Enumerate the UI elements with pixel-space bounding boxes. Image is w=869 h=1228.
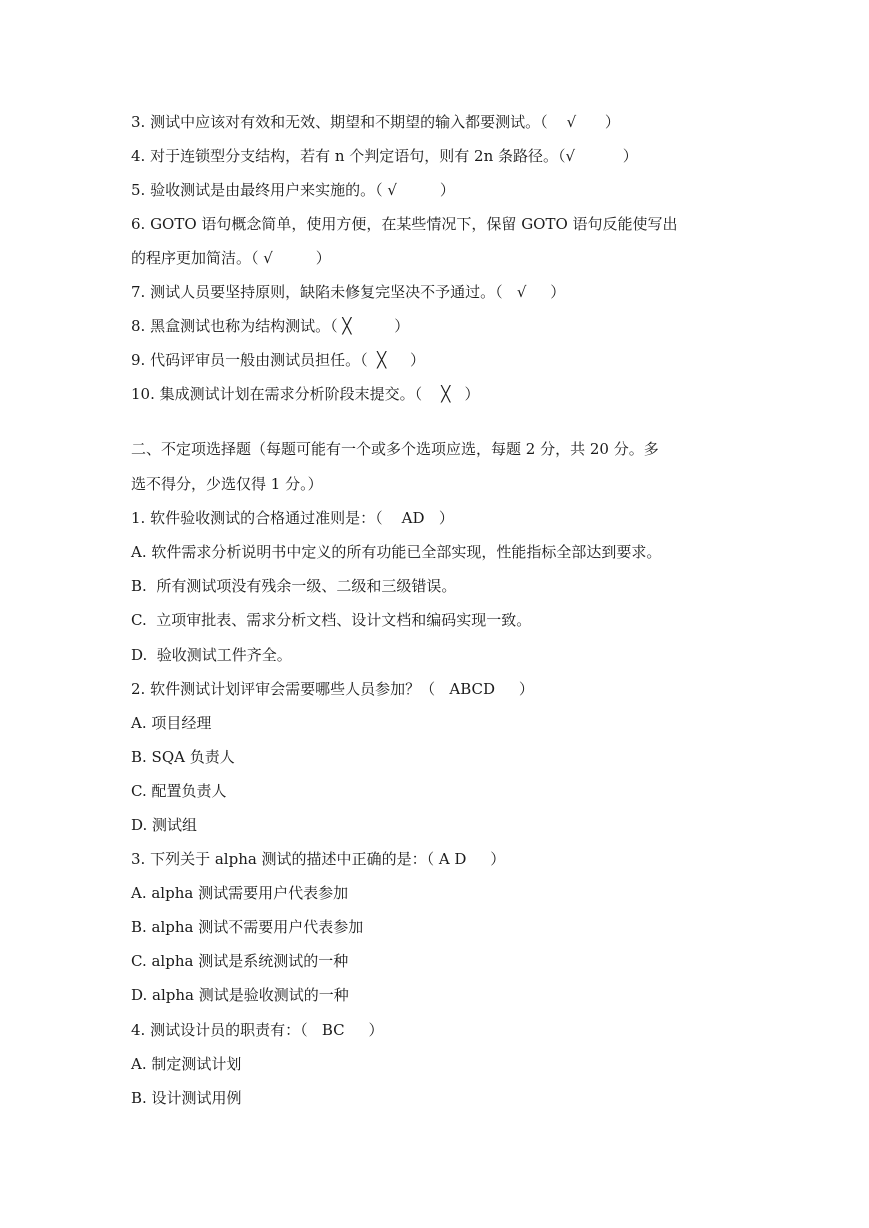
mc-question-3-option-a: A. alpha 测试需要用户代表参加 xyxy=(131,884,349,902)
mc-question-4-option-b: B. 设计测试用例 xyxy=(131,1089,242,1107)
mc-question-4-option-a: A. 制定测试计划 xyxy=(131,1055,242,1073)
tf-question-3: 3. 测试中应该对有效和无效、期望和不期望的输入都要测试。（ √ ） xyxy=(131,113,620,131)
tf-question-6-line-2: 的程序更加简洁。（ √ ） xyxy=(131,249,331,267)
mc-question-3-option-c: C. alpha 测试是系统测试的一种 xyxy=(131,952,349,970)
section-heading-line-2: 选不得分，少选仅得 1 分。） xyxy=(131,475,323,493)
mc-question-1: 1. 软件验收测试的合格通过准则是：（ AD ） xyxy=(131,509,454,527)
mc-question-1-option-b: B. 所有测试项没有残余一级、二级和三级错误。 xyxy=(131,577,457,595)
mc-question-3-option-d: D. alpha 测试是验收测试的一种 xyxy=(131,986,349,1004)
tf-question-6-line-1: 6. GOTO 语句概念简单，使用方便，在某些情况下，保留 GOTO 语句反能使写出 xyxy=(131,215,678,233)
tf-question-7: 7. 测试人员要坚持原则，缺陷未修复完坚决不予通过。（ √ ） xyxy=(131,283,566,301)
mc-question-2-option-b: B. SQA 负责人 xyxy=(131,748,235,766)
mc-question-1-option-c: C. 立项审批表、需求分析文档、设计文档和编码实现一致。 xyxy=(131,611,532,629)
mc-question-4: 4. 测试设计员的职责有：（ BC ） xyxy=(131,1021,384,1039)
section-heading-line-1: 二、不定项选择题（每题可能有一个或多个选项应选，每题 2 分，共 20 分。多 xyxy=(131,440,659,458)
mc-question-1-option-a: A. 软件需求分析说明书中定义的所有功能已全部实现，性能指标全部达到要求。 xyxy=(131,543,662,561)
mc-question-2-option-c: C. 配置负责人 xyxy=(131,782,227,800)
tf-question-9: 9. 代码评审员一般由测试员担任。（ ╳ ） xyxy=(131,351,425,369)
mc-question-2-option-d: D. 测试组 xyxy=(131,816,198,834)
mc-question-3: 3. 下列关于 alpha 测试的描述中正确的是：（ A D ） xyxy=(131,850,506,868)
tf-question-8: 8. 黑盒测试也称为结构测试。（ ╳ ） xyxy=(131,317,410,335)
tf-question-10: 10. 集成测试计划在需求分析阶段末提交。（ ╳ ） xyxy=(131,385,480,403)
mc-question-2: 2. 软件测试计划评审会需要哪些人员参加？（ ABCD ） xyxy=(131,680,534,698)
tf-question-4: 4. 对于连锁型分支结构，若有 n 个判定语句，则有 2n 条路径。（√ ） xyxy=(131,147,638,165)
mc-question-1-option-d: D. 验收测试工件齐全。 xyxy=(131,646,292,664)
mc-question-2-option-a: A. 项目经理 xyxy=(131,714,212,732)
mc-question-3-option-b: B. alpha 测试不需要用户代表参加 xyxy=(131,918,364,936)
tf-question-5: 5. 验收测试是由最终用户来实施的。（ √ ） xyxy=(131,181,455,199)
